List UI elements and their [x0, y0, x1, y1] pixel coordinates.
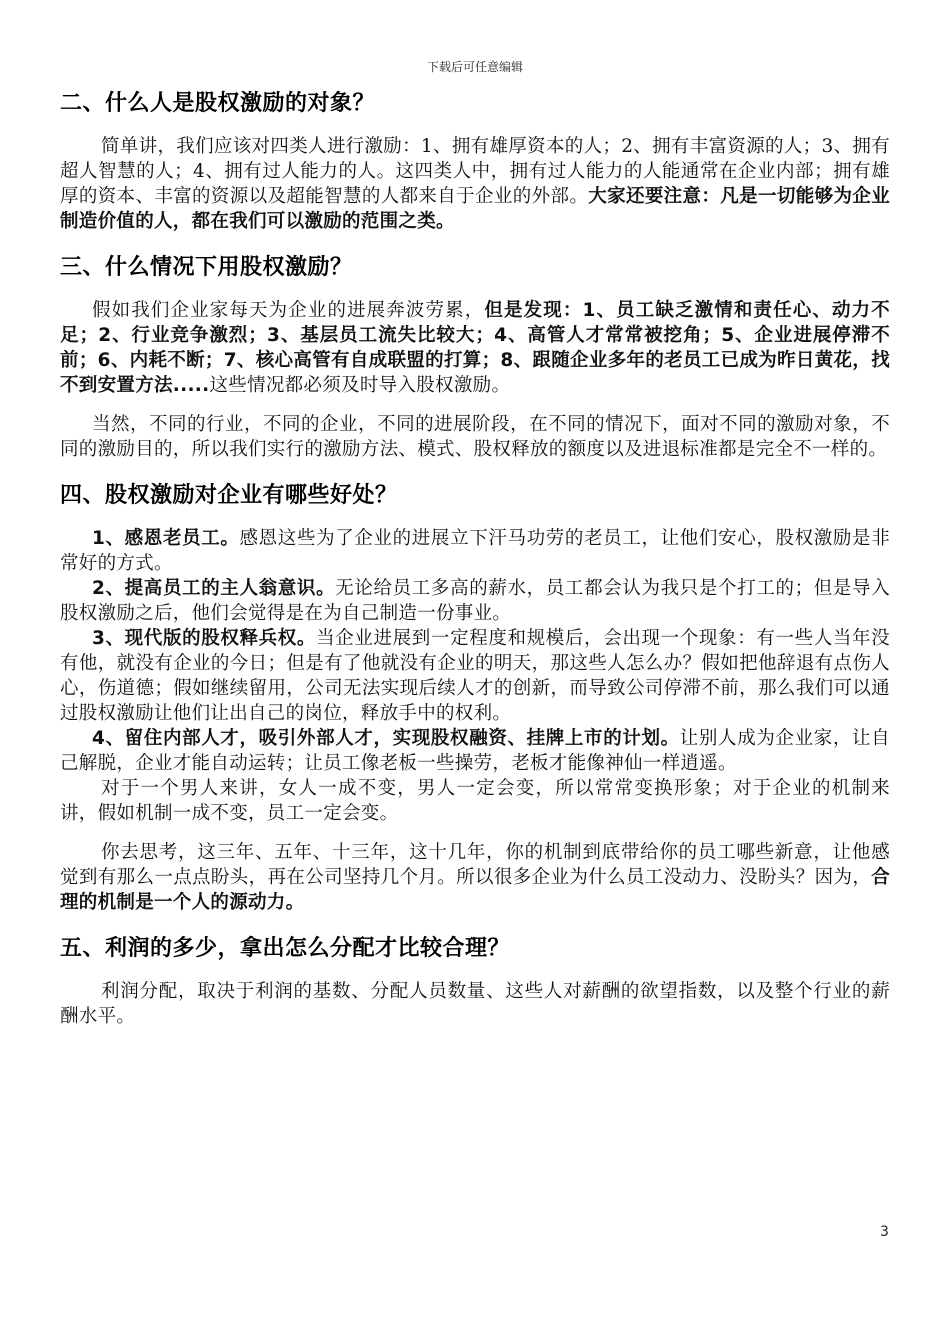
- benefit-item-1-title: 1、感恩老员工。: [92, 528, 240, 549]
- page-number: 3: [880, 1224, 889, 1240]
- section-2-bold-text: 大家还要注意：凡是一切能够为企业制造价值的人，都在我们可以激励的范围之类。: [60, 186, 890, 232]
- benefit-item-2-title: 2、提高员工的主人翁意识。: [92, 578, 336, 599]
- section-3-paragraph-1: [60, 298, 890, 398]
- section-4-p6-text: 你去思考，这三年、五年、十三年，这十几年，你的机制到底带给你的员工哪些新意，让他感觉到有那么一点点盼头，再在公司坚持几个月。所以很多企业为什么员工没动力、没盼头？因为，: [60, 842, 890, 888]
- benefit-item-4-text: 让别人成为企业家，让自己解脱，企业才能自动运转；让员工像老板一些操劳，老板才能像神仙一样逍遥。: [60, 728, 890, 774]
- section-3-text-a: 假如我们企业家每天为企业的进展奔波劳累，: [92, 300, 485, 321]
- section-4-paragraph-5: 对于一个男人来讲，女人一成不变，男人一定会变，所以常常变换形象；对于企业的机制来讲，假如机制一成不变，员工一定会变。: [60, 778, 890, 824]
- section-2-paragraph: [60, 134, 890, 234]
- section-4-p6-bold-text: 合理的机制是一个人的源动力。: [60, 867, 890, 913]
- benefit-item-3: [60, 626, 890, 726]
- section-4-paragraph-6: [60, 840, 890, 915]
- section-3-paragraph-2: 当然，不同的行业，不同的企业，不同的进展阶段，在不同的情况下，面对不同的激励对象，不同的激励目的，所以我们实行的激励方法、模式、股权释放的额度以及进退标准都是完全不一样的。: [60, 414, 890, 460]
- benefit-item-2: [60, 576, 890, 626]
- benefit-item-3-text: 当企业进展到一定程度和规模后，会出现一个现象：有一些人当年没有他，就没有企业的今日；但是有了他就没有企业的明天，那这些人怎么办？假如把他辞退有点伤人心，伤道德；假如继续留用，公司无法实现后续人才的创新，而导致公司停滞不前，那么我们可以通过股权激励让他们让出自己的岗位，释放手中的权利。: [60, 628, 890, 724]
- benefit-item-2-text: 无论给员工多高的薪水，员工都会认为我只是个打工的；但是导入股权激励之后，他们会觉得是在为自己制造一份事业。: [60, 578, 890, 624]
- section-5-paragraph: 利润分配，取决于利润的基数、分配人员数量、这些人对薪酬的欲望指数，以及整个行业的薪酬水平。: [60, 981, 890, 1027]
- section-5-heading: 五、利润的多少，拿出怎么分配才比较合理？: [60, 936, 511, 961]
- section-3-text-b: 这些情况都必须及时导入股权激励。: [209, 375, 511, 396]
- section-2-text: 简单讲，我们应该对四类人进行激励：1、拥有雄厚资本的人；2、拥有丰富资源的人；3、拥有超人智慧的人；4、拥有过人能力的人。这四类人中，拥有过人能力的人能通常在企业内部；拥有雄厚的资本、丰富的资源以及超能智慧的人都来自于企业的外部。: [60, 136, 890, 207]
- page-header: 下载后可任意编辑: [426, 60, 523, 74]
- section-3-heading: 三、什么情况下用股权激励？: [60, 255, 353, 280]
- benefit-item-1: [60, 526, 890, 576]
- section-3-bold-text: 但是发现：1、员工缺乏激情和责任心、动力不足；2、行业竞争激烈；3、基层员工流失比较大；4、高管人才常常被挖角；5、企业进展停滞不前；6、内耗不断；7、核心高管有自成联盟的打算；8、跟随企业多年的老员工已成为昨日黄花，找不到安置方法.....: [60, 300, 890, 396]
- benefit-item-3-title: 3、现代版的股权释兵权。: [92, 628, 317, 649]
- benefit-item-4: [60, 726, 890, 776]
- section-2-heading: 二、什么人是股权激励的对象？: [60, 91, 376, 116]
- section-4-heading: 四、股权激励对企业有哪些好处？: [60, 483, 398, 508]
- benefit-item-4-title: 4、留住内部人才，吸引外部人才，实现股权融资、挂牌上市的计划。: [92, 728, 680, 749]
- document-body: [60, 88, 890, 1029]
- benefit-item-1-text: 感恩这些为了企业的进展立下汗马功劳的老员工，让他们安心，股权激励是非常好的方式。: [60, 528, 890, 574]
